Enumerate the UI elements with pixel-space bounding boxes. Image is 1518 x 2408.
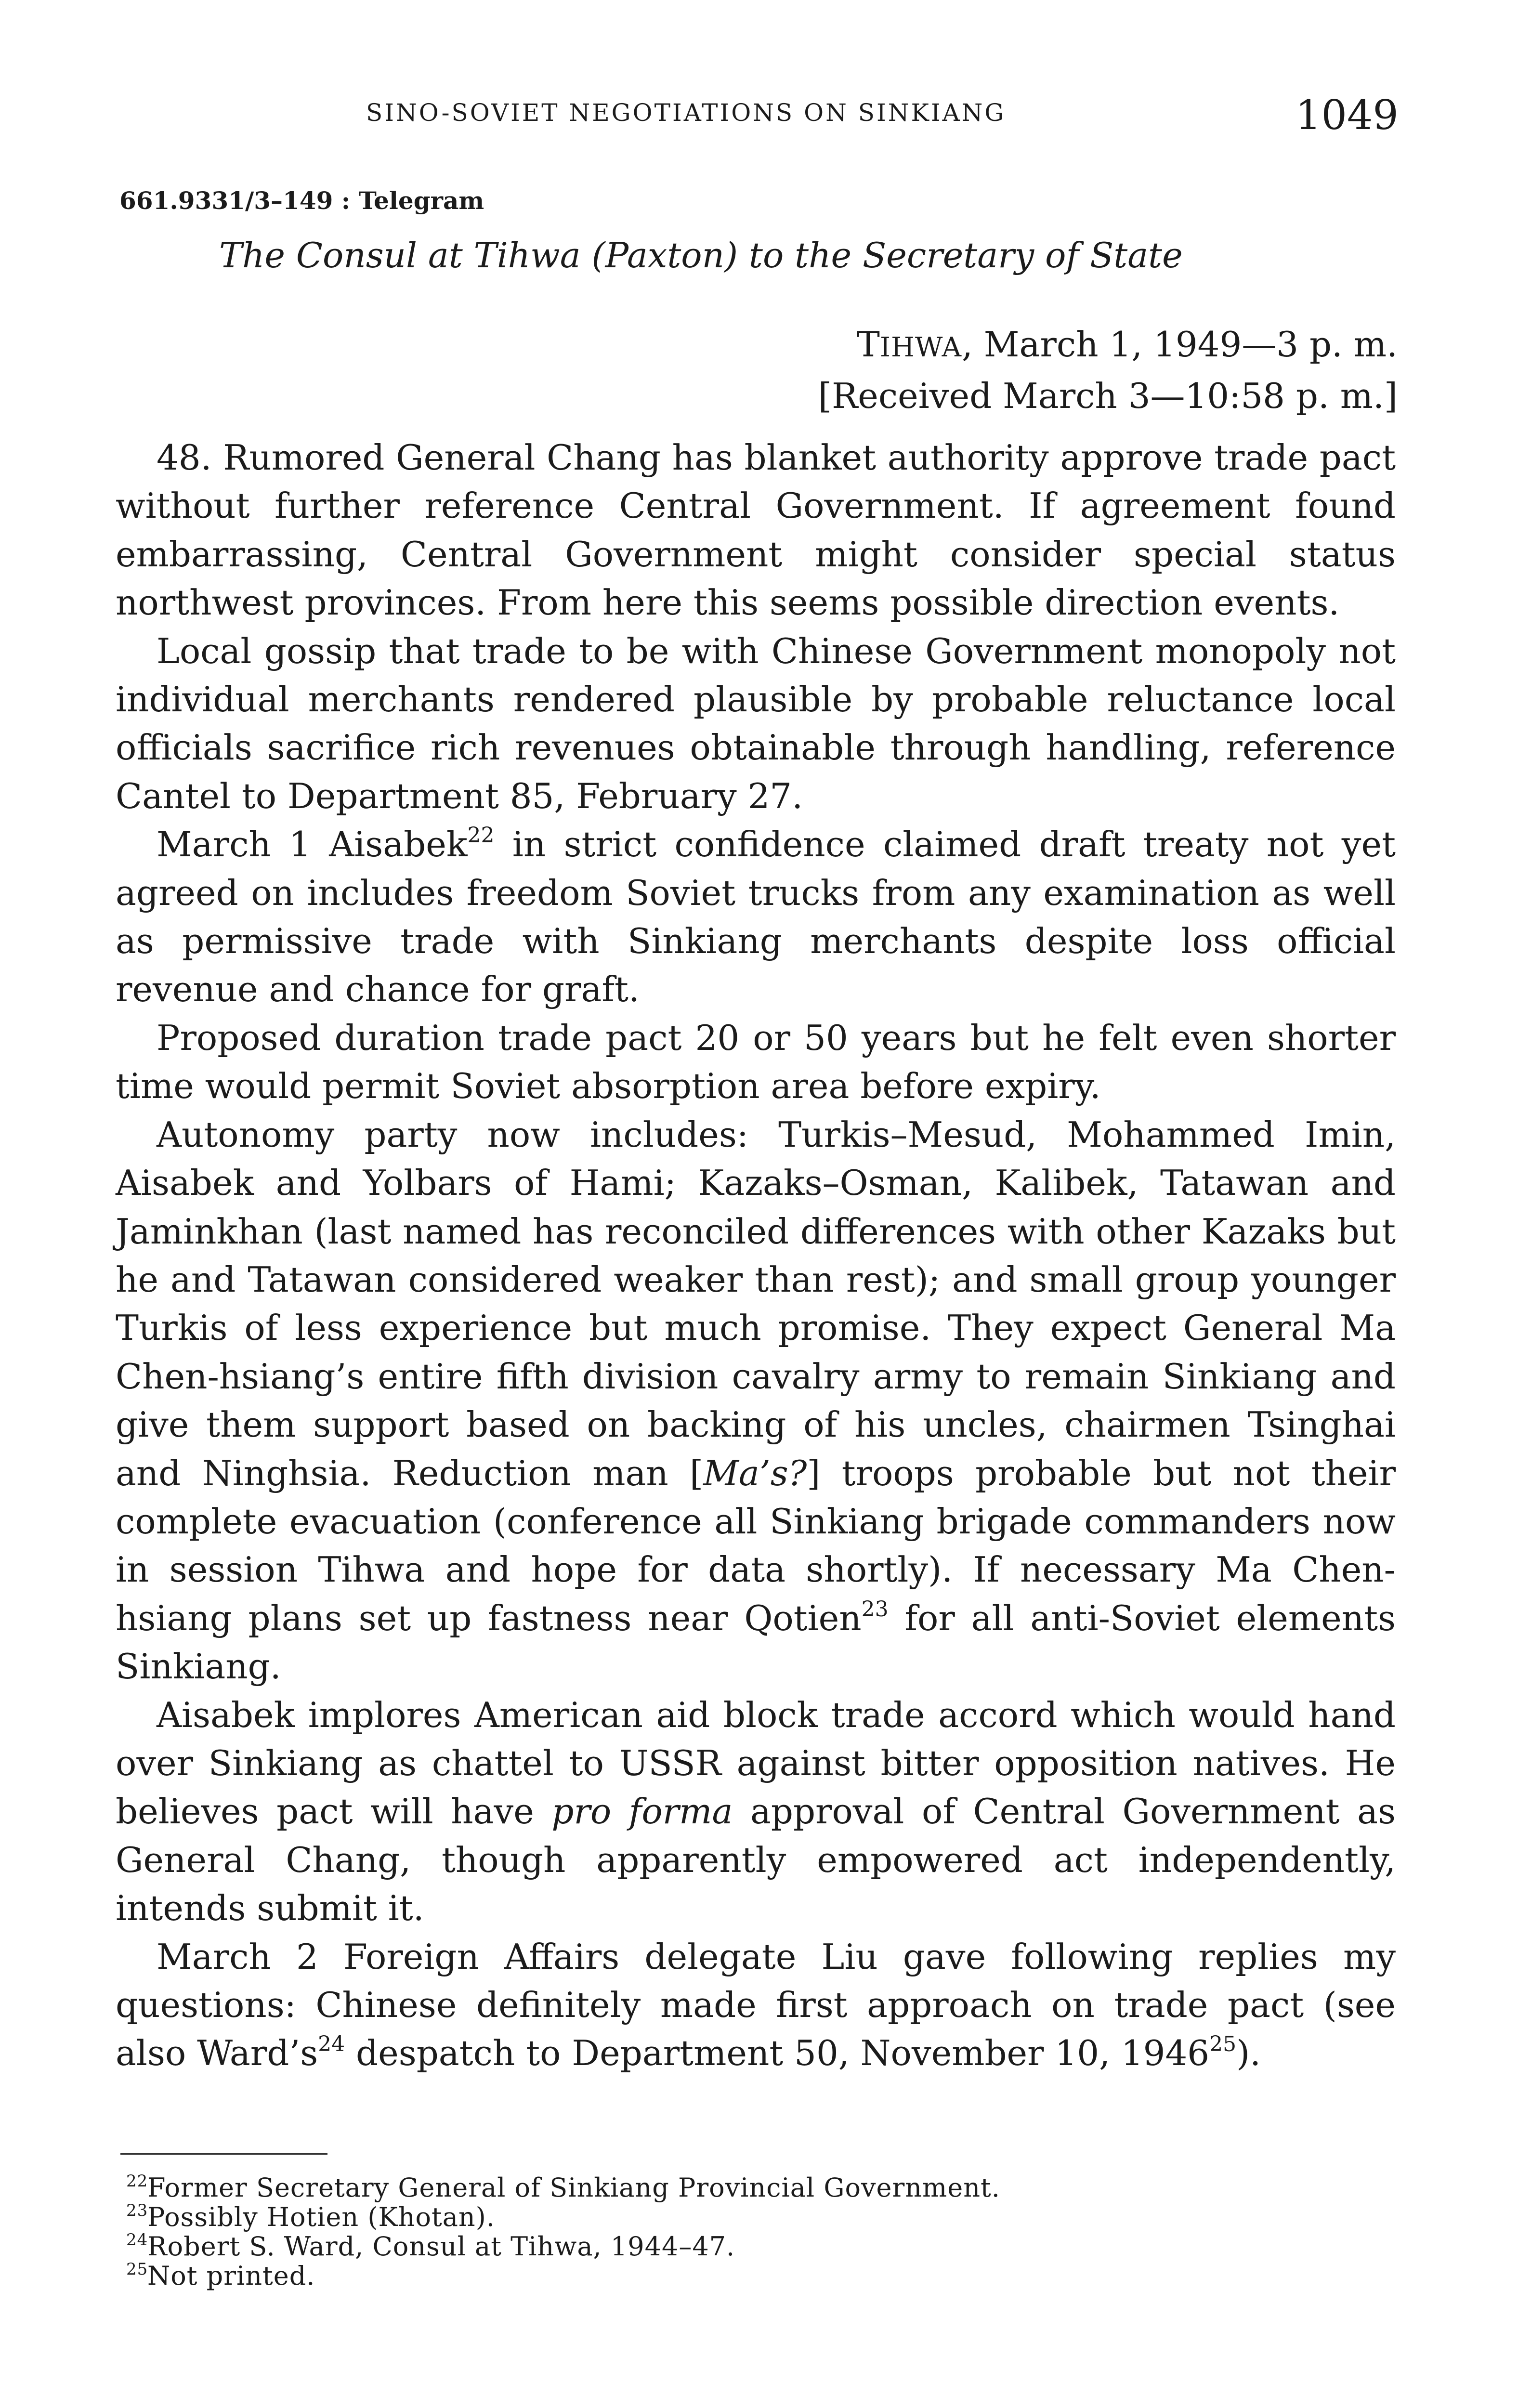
dateline-sent [818,320,1398,372]
paragraph-5-text-a: Autonomy party now includes: Turkis–Mesud, Mohammed Imin, Aisabek and Yolbars of Hami; Kazaks–Osman, Kalibek, Tatawan and Jaminkhan (last named has reconciled differences with other Kazaks but he and Tatawan considered weaker than rest); and small group younger Turkis of less experience but much promise. They expect General Ma Chen-hsiang’s entire fifth division cavalry army to remain Sinkiang and give them support based on backing of his uncles, chairmen Tsinghai and Ninghsia. Reduction man [ [116,1114,1396,1493]
paragraph-6-italic-phrase: pro forma [551,1791,733,1832]
paragraph-6 [116,1691,1396,1933]
paragraph-4: Proposed duration trade pact 20 or 50 years but he felt even shorter time would permit Soviet absorption area before expiry. [116,1017,1396,1107]
paragraph-7-text-a: March 2 Foreign Affairs delegate Liu gave following replies my questions: Chinese definitely made first approach on trade pact (see also Ward’s [116,1936,1396,2074]
footnote-text: Robert S. Ward, Consul at Tihwa, 1944–47. [147,2231,735,2262]
footnote-ref-22: 22 [467,823,495,848]
paragraph-6-text-a: Aisabek implores American aid block trade accord which would hand over Sinkiang as chattel to USSR against bitter opposition natives. He believes pact will have [116,1694,1396,1832]
paragraph-1: 48. Rumored General Chang has blanket authority approve trade pact without further reference Central Government. If agreement found embarrassing, Central Government might consider special status northwest provinces. From here this seems possible direction events. [116,437,1396,623]
paragraph-3-text-b: in strict confidence claimed draft treaty not yet agreed on includes freedom Soviet trucks from any examination as well as permissive trade with Sinkiang merchants despite loss official revenue and chance for graft. [116,824,1396,1010]
paragraph-5 [116,1111,1396,1691]
footnote-ref-23: 23 [861,1597,889,1622]
footnote-text: Possibly Hotien (Khotan). [147,2202,495,2232]
paragraph-2: Local gossip that trade to be with Chinese Government monopoly not individual merchants rendered plausible by probable reluctance local officials sacrifice rich revenues obtainable through handling, reference Cantel to Department 85, February 27. [116,630,1396,816]
dateline-received: [Received March 3—10:58 p. m.] [818,376,1398,416]
paragraph-7 [116,1933,1396,2078]
footnote-ref-25: 25 [1209,2032,1237,2057]
document-title: The Consul at Tihwa (Paxton) to the Secretary of State [219,235,1183,275]
paragraph-7-text-b: despatch to Department 50, November 10, 1946 [345,2033,1210,2074]
document-file-number: 661.9331/3–149 : Telegram [119,186,484,215]
paragraph-6-text-b: approval of Central Government as General Chang, though apparently empowered act independently, intends submit it. [116,1791,1396,1929]
footnote-25: $^{25}$Not printed. [126,2260,315,2291]
paragraph-3-text-a: March 1 Aisabek [157,824,468,865]
footnote-ref-24: 24 [318,2032,345,2057]
dateline-date-time: , March 1, 1949—3 p. m. [962,324,1398,365]
footnote-23: $^{23}$Possibly Hotien (Khotan). [126,2201,495,2232]
dateline [818,320,1398,420]
paragraph-5-editorial-insert: Ma’s? [703,1453,807,1493]
paragraph-5-text-c: for all anti-Soviet elements Sinkiang. [116,1597,1396,1687]
running-head: SINO-SOVIET NEGOTIATIONS ON SINKIANG [366,99,1006,127]
footnote-24: $^{24}$Robert S. Ward, Consul at Tihwa, 1944–47. [126,2230,735,2262]
telegram-body [116,433,1396,2078]
footnote-rule [120,2153,327,2155]
dateline-place-rest: IHWA [879,332,962,363]
footnote-text: Not printed. [147,2261,315,2291]
paragraph-3 [116,820,1396,1014]
paragraph-7-text-c: ). [1236,2033,1261,2074]
footnotes [126,2173,1000,2290]
page-number: 1049 [1296,92,1399,139]
paragraph-5-text-b: ] troops probable but not their complete evacuation (conference all Sinkiang brigade commanders now in session Tihwa and hope for data shortly). If necessary Ma Chen-hsiang plans set up fastness near Qotien [116,1453,1396,1638]
footnote-22: $^{22}$Former Secretary General of Sinkiang Provincial Government. [126,2172,1000,2203]
footnote-text: Former Secretary General of Sinkiang Provincial Government. [147,2172,1000,2203]
dateline-place-initial: T [856,324,880,365]
